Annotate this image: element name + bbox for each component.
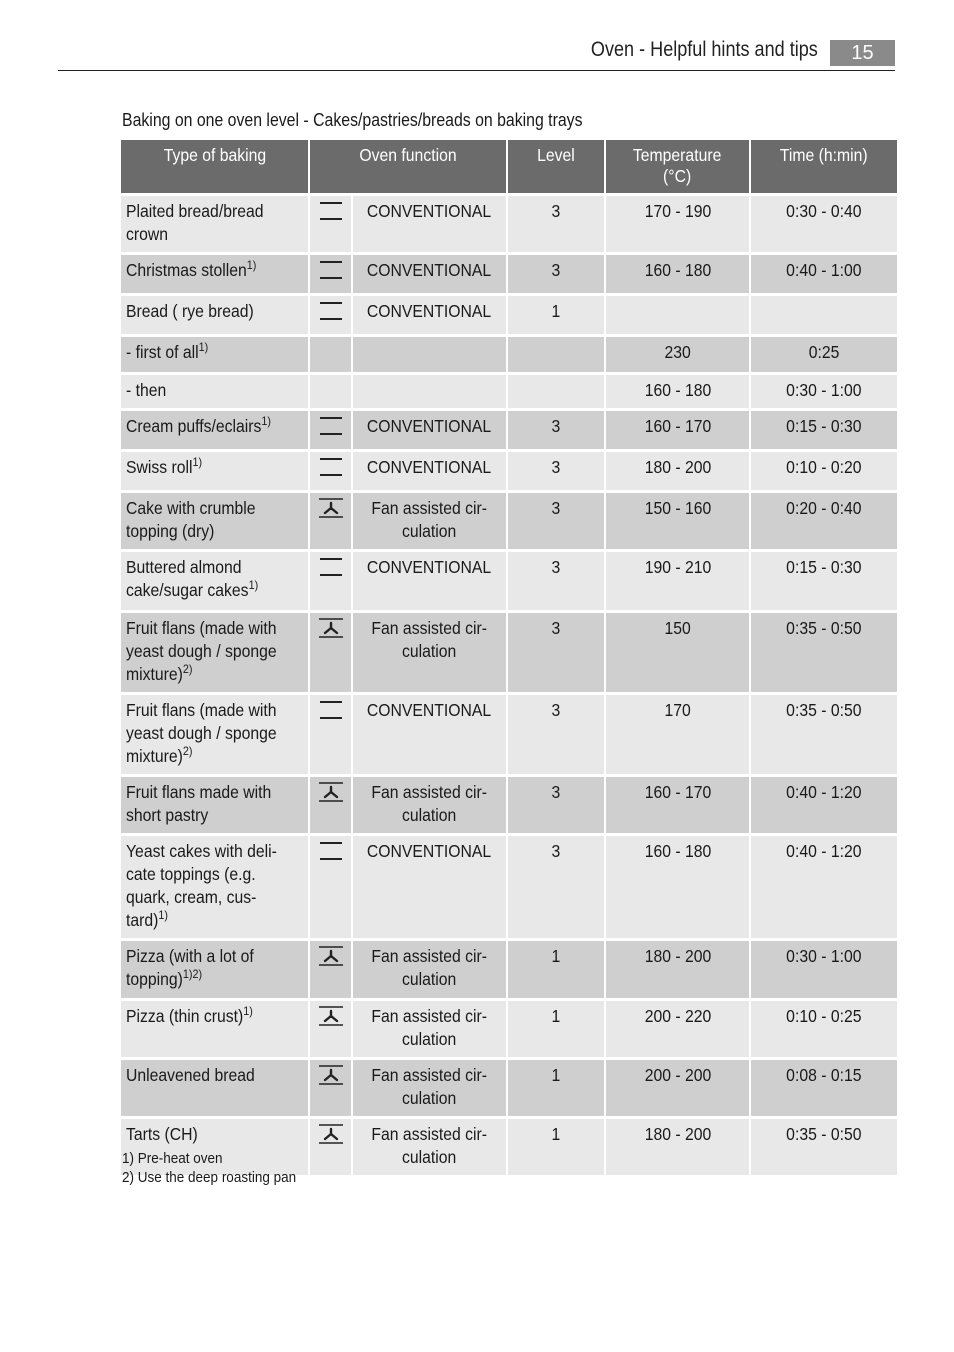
cell-temperature: 160 - 180 [606, 375, 749, 408]
cell-time: 0:20 - 0:40 [751, 493, 897, 549]
table-row [121, 695, 897, 774]
footnote-ref: 1) [158, 908, 168, 922]
cell-function-icon [310, 552, 351, 610]
table-row [121, 777, 897, 833]
cell-temperature: 160 - 170 [606, 777, 749, 833]
page-number: 15 [830, 40, 895, 66]
cell-type: Swiss roll$^{1)}$ [121, 452, 308, 490]
footnote-ref: 2) [182, 662, 193, 676]
cell-time: 0:15 - 0:30 [751, 411, 897, 449]
cell-level: 3 [508, 411, 604, 449]
cell-function: CONVENTIONAL [353, 695, 506, 774]
cell-function [353, 375, 506, 408]
cell-function-icon [310, 196, 351, 252]
cell-temperature: 150 [606, 613, 749, 692]
conventional-heat-icon [318, 456, 344, 478]
cell-time: 0:30 - 0:40 [751, 196, 897, 252]
cell-function: CONVENTIONAL [353, 196, 506, 252]
col-header-time: Time (h:min) [751, 140, 897, 193]
baking-table [119, 137, 899, 1178]
cell-function-icon [310, 452, 351, 490]
cell-type: Pizza (with a lot of topping)$^{1)2)}$ [121, 941, 308, 998]
cell-function-icon [310, 411, 351, 449]
cell-type: Fruit flans made with short pastry [121, 777, 308, 833]
cell-level: 3 [508, 493, 604, 549]
cell-time: 0:40 - 1:20 [751, 777, 897, 833]
cell-function-icon [310, 296, 351, 334]
cell-level: 3 [508, 452, 604, 490]
table-row [121, 452, 897, 490]
cell-time: 0:10 - 0:20 [751, 452, 897, 490]
cell-type: Tarts (CH) [121, 1119, 308, 1175]
cell-type: Buttered almond cake/sugar cakes$^{1)}$ [121, 552, 308, 610]
table-row [121, 552, 897, 610]
cell-time: 0:35 - 0:50 [751, 613, 897, 692]
conventional-heat-icon [318, 699, 344, 721]
table-row [121, 375, 897, 408]
cell-time [751, 296, 897, 334]
cell-function: Fan assisted cir- culation [353, 613, 506, 692]
col-header-temperature: Temperature (°C) [606, 140, 749, 193]
cell-time: 0:10 - 0:25 [751, 1001, 897, 1057]
cell-level: 1 [508, 1060, 604, 1116]
table-row [121, 493, 897, 549]
fan-heat-icon [318, 781, 344, 803]
cell-temperature: 230 [606, 337, 749, 372]
cell-level: 1 [508, 1001, 604, 1057]
cell-type: Pizza (thin crust)$^{1)}$ [121, 1001, 308, 1057]
cell-function-icon [310, 695, 351, 774]
header-divider [58, 70, 895, 71]
cell-level: 3 [508, 613, 604, 692]
cell-type: Unleavened bread [121, 1060, 308, 1116]
cell-function: CONVENTIONAL [353, 255, 506, 293]
footnote-ref: 1) [192, 455, 203, 469]
table-row [121, 836, 897, 938]
footnote-preheat: 1) Pre-heat oven [122, 1150, 223, 1167]
table-caption: Baking on one oven level - Cakes/pastries/breads on baking trays [122, 110, 583, 130]
cell-temperature: 160 - 170 [606, 411, 749, 449]
cell-temperature: 180 - 200 [606, 452, 749, 490]
cell-time: 0:08 - 0:15 [751, 1060, 897, 1116]
cell-function-icon [310, 836, 351, 938]
footnote-ref: 1) [261, 414, 271, 428]
cell-function: CONVENTIONAL [353, 836, 506, 938]
cell-function-icon [310, 1119, 351, 1175]
footnote-roasting-pan: 2) Use the deep roasting pan [122, 1169, 297, 1186]
table-row [121, 255, 897, 293]
cell-temperature: 170 [606, 695, 749, 774]
cell-function-icon [310, 941, 351, 998]
footnote-ref: 1) [248, 578, 259, 592]
cell-temperature: 200 - 200 [606, 1060, 749, 1116]
fan-heat-icon [318, 1123, 344, 1145]
cell-temperature: 180 - 200 [606, 941, 749, 998]
table-row [121, 196, 897, 252]
fan-heat-icon [318, 1064, 344, 1086]
fan-heat-icon [318, 945, 344, 967]
cell-function-icon [310, 613, 351, 692]
cell-time: 0:30 - 1:00 [751, 375, 897, 408]
cell-function: Fan assisted cir- culation [353, 493, 506, 549]
col-header-function: Oven function [310, 140, 506, 193]
conventional-heat-icon [318, 259, 344, 281]
conventional-heat-icon [318, 415, 344, 437]
cell-level: 1 [508, 1119, 604, 1175]
conventional-heat-icon [318, 556, 344, 578]
table-row [121, 337, 897, 372]
footnote-ref: 1) [198, 340, 209, 354]
conventional-heat-icon [318, 300, 344, 322]
cell-time: 0:35 - 0:50 [751, 695, 897, 774]
fan-heat-icon [318, 1005, 344, 1027]
cell-function: Fan assisted cir- culation [353, 1001, 506, 1057]
cell-level: 3 [508, 836, 604, 938]
cell-temperature: 160 - 180 [606, 836, 749, 938]
cell-level: 3 [508, 777, 604, 833]
footnote-ref: 2) [182, 744, 193, 758]
cell-temperature: 190 - 210 [606, 552, 749, 610]
cell-level: 3 [508, 695, 604, 774]
cell-type: Fruit flans (made with yeast dough / sponge mixture)$^{2)}$ [121, 695, 308, 774]
cell-function: CONVENTIONAL [353, 552, 506, 610]
cell-time: 0:30 - 1:00 [751, 941, 897, 998]
cell-time: 0:15 - 0:30 [751, 552, 897, 610]
cell-type: Bread ( rye bread) [121, 296, 308, 334]
table-row [121, 1119, 897, 1175]
conventional-heat-icon [318, 840, 344, 862]
cell-time: 0:35 - 0:50 [751, 1119, 897, 1175]
cell-function-icon [310, 337, 351, 372]
fan-heat-icon [318, 617, 344, 639]
col-header-type: Type of baking [121, 140, 308, 193]
cell-time: 0:40 - 1:20 [751, 836, 897, 938]
cell-type: Christmas stollen$^{1)}$ [121, 255, 308, 293]
cell-level: 3 [508, 255, 604, 293]
cell-temperature: 200 - 220 [606, 1001, 749, 1057]
col-header-level: Level [508, 140, 604, 193]
cell-level: 3 [508, 196, 604, 252]
cell-type: Cream puffs/eclairs$^{1)}$ [121, 411, 308, 449]
cell-type: Plaited bread/bread crown [121, 196, 308, 252]
fan-heat-icon [318, 497, 344, 519]
table-row [121, 1001, 897, 1057]
cell-function [353, 337, 506, 372]
cell-level: 1 [508, 296, 604, 334]
cell-level [508, 375, 604, 408]
cell-temperature: 170 - 190 [606, 196, 749, 252]
conventional-heat-icon [318, 200, 344, 222]
cell-time: 0:25 [751, 337, 897, 372]
cell-function-icon [310, 375, 351, 408]
cell-temperature: 150 - 160 [606, 493, 749, 549]
cell-temperature: 160 - 180 [606, 255, 749, 293]
cell-type: - then [121, 375, 308, 408]
cell-function-icon [310, 1001, 351, 1057]
cell-level [508, 337, 604, 372]
cell-function: Fan assisted cir- culation [353, 941, 506, 998]
cell-level: 1 [508, 941, 604, 998]
cell-type: - first of all$^{1)}$ [121, 337, 308, 372]
cell-function: Fan assisted cir- culation [353, 777, 506, 833]
cell-temperature [606, 296, 749, 334]
cell-type: Yeast cakes with deli- cate toppings (e.g. quark, cream, cus- tard)$^{1)}$ [121, 836, 308, 938]
table-row [121, 1060, 897, 1116]
table-row [121, 941, 897, 998]
cell-function: CONVENTIONAL [353, 296, 506, 334]
cell-function: CONVENTIONAL [353, 411, 506, 449]
table-row [121, 411, 897, 449]
footnote-ref: 1) [246, 258, 257, 272]
table-row [121, 613, 897, 692]
page-header-title: Oven - Helpful hints and tips [591, 38, 818, 61]
cell-type: Cake with crumble topping (dry) [121, 493, 308, 549]
cell-type: Fruit flans (made with yeast dough / sponge mixture)$^{2)}$ [121, 613, 308, 692]
cell-level: 3 [508, 552, 604, 610]
cell-function: Fan assisted cir- culation [353, 1119, 506, 1175]
table-row [121, 296, 897, 334]
cell-time: 0:40 - 1:00 [751, 255, 897, 293]
cell-function: Fan assisted cir- culation [353, 1060, 506, 1116]
footnote-ref: 1)2) [182, 967, 203, 981]
table-header-row [121, 140, 897, 193]
cell-temperature: 180 - 200 [606, 1119, 749, 1175]
cell-function: CONVENTIONAL [353, 452, 506, 490]
cell-function-icon [310, 777, 351, 833]
cell-function-icon [310, 255, 351, 293]
cell-function-icon [310, 493, 351, 549]
footnote-ref: 1) [243, 1004, 253, 1018]
cell-function-icon [310, 1060, 351, 1116]
